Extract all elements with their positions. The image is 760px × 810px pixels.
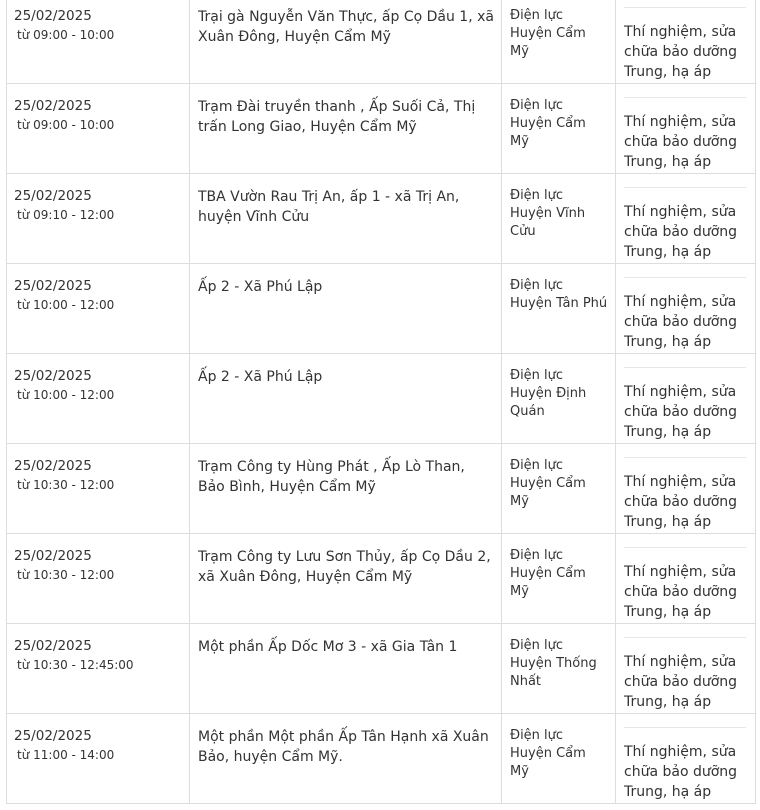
power-unit: Điện lực Huyện Cẩm Mỹ — [510, 8, 586, 59]
table-row — [7, 534, 755, 624]
unit-cell — [502, 0, 616, 83]
outage-area: Trạm Đài truyền thanh , Ấp Suối Cả, Thị trấn Long Giao, Huyện Cẩm Mỹ — [198, 99, 476, 135]
outage-date: 25/02/2025 — [14, 98, 92, 114]
reason-cell — [616, 264, 755, 353]
table-row — [7, 84, 755, 174]
table-row — [7, 714, 755, 804]
reason-cell — [616, 624, 755, 713]
reason-cell — [616, 84, 755, 173]
outage-area: Một phần Một phần Ấp Tân Hạnh xã Xuân Bảo, huyện Cẩm Mỹ. — [198, 729, 489, 765]
reason-cell — [616, 444, 755, 533]
unit-cell — [502, 714, 616, 803]
power-unit: Điện lực Huyện Cẩm Mỹ — [510, 728, 586, 779]
reason-cell — [616, 174, 755, 263]
power-unit: Điện lực Huyện Cẩm Mỹ — [510, 548, 586, 599]
outage-reason: Thí nghiệm, sửa chữa bảo dưỡng Trung, hạ áp — [624, 294, 738, 350]
time-cell — [7, 624, 190, 713]
area-cell — [190, 444, 502, 533]
outage-area: Ấp 2 - Xã Phú Lập — [198, 279, 323, 295]
outage-area: Trại gà Nguyễn Văn Thực, ấp Cọ Dầu 1, xã Xuân Đông, Huyện Cẩm Mỹ — [198, 9, 494, 45]
table-row — [7, 0, 755, 84]
time-cell — [7, 174, 190, 263]
unit-cell — [502, 534, 616, 623]
outage-reason: Thí nghiệm, sửa chữa bảo dưỡng Trung, hạ áp — [624, 654, 738, 710]
area-cell — [190, 714, 502, 803]
outage-hours: từ 10:00 - 12:00 — [17, 298, 115, 312]
outage-reason: Thí nghiệm, sửa chữa bảo dưỡng Trung, hạ áp — [624, 564, 738, 620]
outage-area: Một phần Ấp Dốc Mơ 3 - xã Gia Tân 1 — [198, 639, 458, 655]
outage-reason: Thí nghiệm, sửa chữa bảo dưỡng Trung, hạ áp — [624, 24, 738, 80]
outage-date: 25/02/2025 — [14, 548, 92, 564]
outage-hours: từ 10:30 - 12:00 — [17, 478, 115, 492]
outage-reason: Thí nghiệm, sửa chữa bảo dưỡng Trung, hạ áp — [624, 474, 738, 530]
unit-cell — [502, 84, 616, 173]
outage-date: 25/02/2025 — [14, 368, 92, 384]
area-cell — [190, 624, 502, 713]
outage-date: 25/02/2025 — [14, 188, 92, 204]
reason-cell — [616, 714, 755, 803]
table-row — [7, 354, 755, 444]
table-row — [7, 444, 755, 534]
outage-area: Trạm Công ty Hùng Phát , Ấp Lò Than, Bảo Bình, Huyện Cẩm Mỹ — [198, 459, 465, 495]
power-unit: Điện lực Huyện Thống Nhất — [510, 638, 597, 689]
outage-date: 25/02/2025 — [14, 638, 92, 654]
area-cell — [190, 84, 502, 173]
table-row — [7, 624, 755, 714]
unit-cell — [502, 444, 616, 533]
time-cell — [7, 714, 190, 803]
outage-hours: từ 09:10 - 12:00 — [17, 208, 115, 222]
outage-date: 25/02/2025 — [14, 728, 92, 744]
reason-cell — [616, 354, 755, 443]
power-unit: Điện lực Huyện Cẩm Mỹ — [510, 458, 586, 509]
unit-cell — [502, 354, 616, 443]
outage-hours: từ 09:00 - 10:00 — [17, 28, 115, 42]
unit-cell — [502, 624, 616, 713]
power-unit: Điện lực Huyện Cẩm Mỹ — [510, 98, 586, 149]
time-cell — [7, 354, 190, 443]
area-cell — [190, 174, 502, 263]
reason-cell — [616, 0, 755, 83]
power-unit: Điện lực Huyện Định Quán — [510, 368, 587, 419]
outage-area: Trạm Công ty Lưu Sơn Thủy, ấp Cọ Dầu 2, xã Xuân Đông, Huyện Cẩm Mỹ — [198, 549, 491, 585]
reason-cell — [616, 534, 755, 623]
outage-reason: Thí nghiệm, sửa chữa bảo dưỡng Trung, hạ áp — [624, 744, 738, 800]
time-cell — [7, 534, 190, 623]
outage-reason: Thí nghiệm, sửa chữa bảo dưỡng Trung, hạ áp — [624, 114, 738, 170]
area-cell — [190, 264, 502, 353]
outage-table — [6, 0, 756, 804]
outage-hours: từ 11:00 - 14:00 — [17, 748, 115, 762]
outage-hours: từ 09:00 - 10:00 — [17, 118, 115, 132]
table-row — [7, 264, 755, 354]
outage-reason: Thí nghiệm, sửa chữa bảo dưỡng Trung, hạ áp — [624, 384, 738, 440]
outage-hours: từ 10:00 - 12:00 — [17, 388, 115, 402]
area-cell — [190, 354, 502, 443]
time-cell — [7, 264, 190, 353]
time-cell — [7, 444, 190, 533]
outage-reason: Thí nghiệm, sửa chữa bảo dưỡng Trung, hạ áp — [624, 204, 738, 260]
outage-date: 25/02/2025 — [14, 458, 92, 474]
area-cell — [190, 534, 502, 623]
time-cell — [7, 0, 190, 83]
power-unit: Điện lực Huyện Tân Phú — [510, 278, 608, 311]
power-unit: Điện lực Huyện Vĩnh Cửu — [510, 188, 586, 239]
unit-cell — [502, 174, 616, 263]
outage-hours: từ 10:30 - 12:00 — [17, 568, 115, 582]
table-row — [7, 174, 755, 264]
outage-date: 25/02/2025 — [14, 8, 92, 24]
area-cell — [190, 0, 502, 83]
outage-area: Ấp 2 - Xã Phú Lập — [198, 369, 323, 385]
outage-hours: từ 10:30 - 12:45:00 — [17, 658, 134, 672]
outage-area: TBA Vườn Rau Trị An, ấp 1 - xã Trị An, huyện Vĩnh Cửu — [198, 189, 460, 225]
outage-date: 25/02/2025 — [14, 278, 92, 294]
time-cell — [7, 84, 190, 173]
unit-cell — [502, 264, 616, 353]
